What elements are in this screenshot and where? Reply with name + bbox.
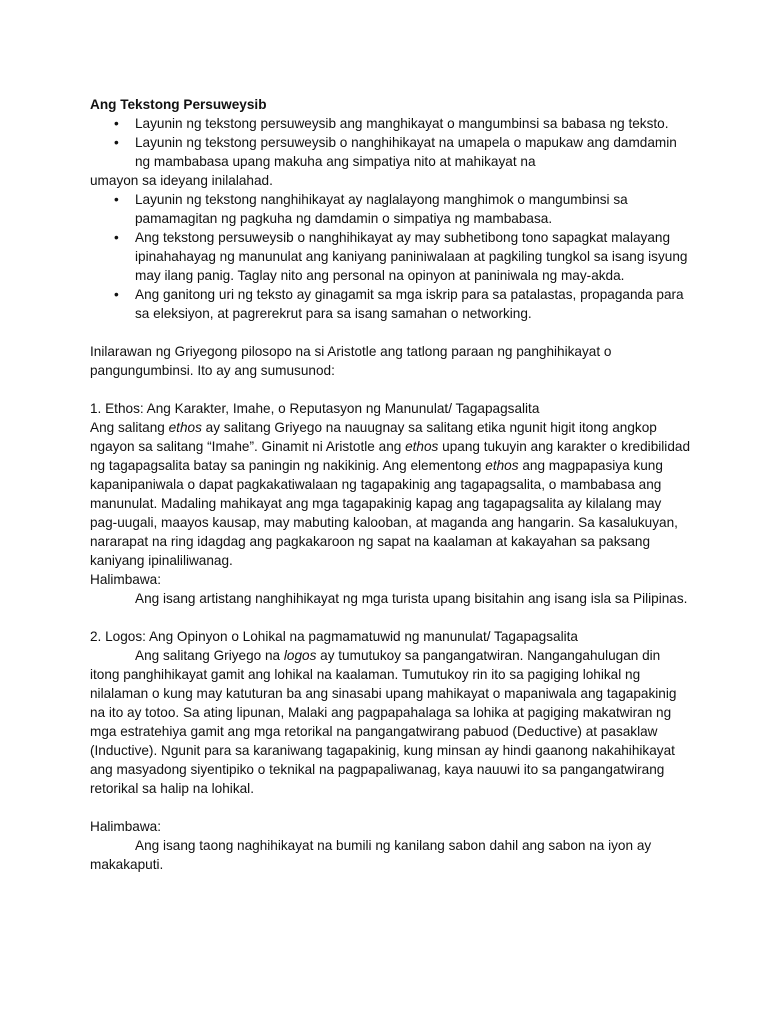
document-body [90, 95, 690, 874]
list-item: • Layunin ng tekstong nanghihikayat ay naglalayong manghimok o mangumbinsi sa pamamagitan ng pagkuha ng damdamin o simpatiya ng mambabasa. [114, 192, 628, 226]
logos-example: Ang isang taong naghihikayat na bumili ng kanilang sabon dahil ang sabon na iyon ay makakaputi. [90, 838, 652, 872]
page-title: Ang Tekstong Persuweysib [90, 97, 267, 112]
bullet-icon: • [114, 192, 119, 207]
logos-example-label: Halimbawa: [90, 819, 162, 834]
bullet-icon: • [114, 135, 119, 150]
ethos-heading: 1. Ethos: Ang Karakter, Imahe, o Reputasyon ng Manunulat/ Tagapagsalita [90, 401, 540, 416]
ethos-paragraph: Ang salitang ethos ay salitang Griyego na nauugnay sa salitang etika ngunit higit itong angkop ngayon sa salitang “Imahe”. Ginamit ni Aristotle ang ethos upang tukuyin ang karakter o kredibilidad ng tagapagsalita batay sa paningin ng nakikinig. Ang elementong ethos ang magpapasiya kung kapanipaniwala o dapat pagkakatiwalaan ng tagapakinig ang tagapagsalita, o mambabasa ang manunulat. Madaling mahikayat ang mga tagapakinig kapag ang tagapagsalita ay kilalang may pag-uugali, maayos kausap, may mabuting kalooban, at maganda ang hangarin. Sa kasalukuyan, nararapat na ring idagdag ang pagkakaroon ng sapat na kaalaman at kakayahan sa paksang kaniyang ipinaliliwanag. [90, 420, 691, 568]
intro-paragraph: Inilarawan ng Griyegong pilosopo na si Aristotle ang tatlong paraan ng panghihikayat o pangungumbinsi. Ito ay ang sumusunod: [90, 344, 612, 378]
bullet-icon: • [114, 230, 119, 245]
ethos-example: Ang isang artistang nanghihikayat ng mga turista upang bisitahin ang isang isla sa Pilipinas. [135, 591, 688, 606]
logos-paragraph: Ang salitang Griyego na logos ay tumutukoy sa pangangatwiran. Nangangahulugan din itong panghihikayat gamit ang lohikal na kaalaman. Tumutukoy rin ito sa pagiging lohikal ng nilalaman o kung may katuturan ba ang sinasabi upang mahikayat o mapaniwala ang tagapakinig na ito ay totoo. Sa ating lipunan, Malaki ang pagpapahalaga sa lohika at pagiging makatwiran ng mga estratehiya gamit ang mga retorikal na pangangatwirang pabuod (Deductive) at pasaklaw (Inductive). Ngunit para sa karaniwang tagapakinig, kung minsan ay hindi gaanong nakahihikayat ang masyadong siyentipiko o teknikal na pagpapaliwanag, kaya nauuwi ito sa pangangatwirang retorikal sa halip na lohikal. [90, 648, 677, 796]
list-item: • Ang ganitong uri ng teksto ay ginagamit sa mga iskrip para sa patalastas, propaganda para sa eleksiyon, at pagrerekrut para sa isang samahan o networking. [114, 287, 684, 321]
bullet-list [90, 114, 690, 323]
list-item: • Layunin ng tekstong persuweysib ang manghikayat o mangumbinsi sa babasa ng teksto. [114, 116, 669, 131]
list-item: • Layunin ng tekstong persuweysib o nanghihikayat na umapela o mapukaw ang damdamin ng mambabasa upang makuha ang simpatiya nito at mahikayat na umayon sa ideyang inilalahad. [90, 135, 677, 188]
bullet-icon: • [114, 116, 119, 131]
list-item: • Ang tekstong persuweysib o nanghihikayat ay may subhetibong tono sapagkat malayang ipinahahayag ng manunulat ang kaniyang paniniwalaan at pagkiling tungkol sa isang isyung may ilang panig. Taglay nito ang personal na opinyon at paniniwala ng may-akda. [114, 230, 688, 283]
bullet-icon: • [114, 287, 119, 302]
logos-heading: 2. Logos: Ang Opinyon o Lohikal na pagmamatuwid ng manunulat/ Tagapagsalita [90, 629, 578, 644]
ethos-example-label: Halimbawa: [90, 572, 162, 587]
